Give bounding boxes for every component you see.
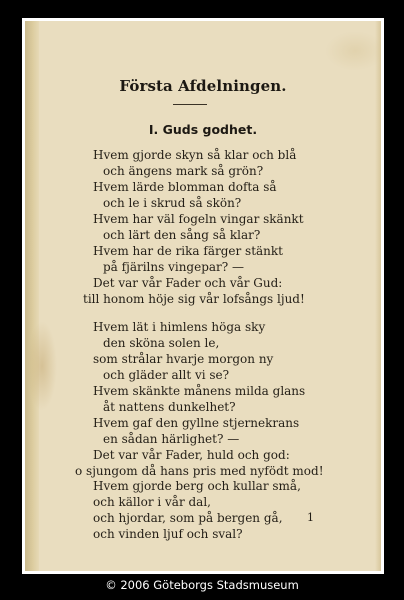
poem-line: den sköna solen le, — [103, 336, 220, 350]
page-right-edge — [375, 21, 381, 571]
poem-line: och källor i vår dal, — [93, 495, 211, 509]
poem-line: och hjordar, som på bergen gå, — [93, 511, 283, 525]
poem-line: åt nattens dunkelhet? — [103, 400, 236, 414]
title-divider — [173, 104, 207, 105]
poem-line: till honom höje sig vår lofsångs ljud! — [83, 292, 305, 306]
poem-line: Hvem skänkte månens milda glans — [93, 384, 306, 398]
poem-line: Hvem gjorde berg och kullar små, — [93, 479, 301, 493]
poem-line: Det var vår Fader och vår Gud: — [93, 276, 283, 290]
poem-line: Hvem lät i himlens höga sky — [93, 320, 266, 334]
book-page — [25, 21, 381, 571]
poem-line: Hvem gjorde skyn så klar och blå — [93, 148, 297, 162]
copyright-credit: © 2006 Göteborgs Stadsmuseum — [105, 578, 299, 592]
poem-title: I. Guds godhet. — [148, 122, 258, 137]
page-number: 1 — [307, 511, 314, 524]
poem-line: Hvem har väl fogeln vingar skänkt — [93, 212, 304, 226]
poem-line: o sjungom då hans pris med nyfödt mod! — [75, 464, 324, 478]
poem-line: på fjärilns vingepar? — — [103, 260, 245, 274]
page-binding-edge — [25, 21, 39, 571]
poem-line: Hvem har de rika färger stänkt — [93, 244, 284, 258]
poem-line: och le i skrud så skön? — [103, 196, 242, 210]
poem-line: och lärt den sång så klar? — [103, 228, 261, 242]
poem-line: Det var vår Fader, huld och god: — [93, 448, 290, 462]
paper-stain — [27, 321, 57, 411]
poem-line: en sådan härlighet? — — [103, 432, 240, 446]
poem-line: som strålar hvarje morgon ny — [93, 352, 274, 366]
poem-line: och vinden ljuf och sval? — [93, 527, 243, 541]
poem-line: Hvem lärde blomman dofta så — [93, 180, 277, 194]
poem-line: och gläder allt vi se? — [103, 368, 230, 382]
poem-line: Hvem gaf den gyllne stjernekrans — [93, 416, 300, 430]
poem-line: och ängens mark så grön? — [103, 164, 264, 178]
section-title: Första Afdelningen. — [119, 77, 287, 95]
paper-stain — [325, 31, 381, 71]
